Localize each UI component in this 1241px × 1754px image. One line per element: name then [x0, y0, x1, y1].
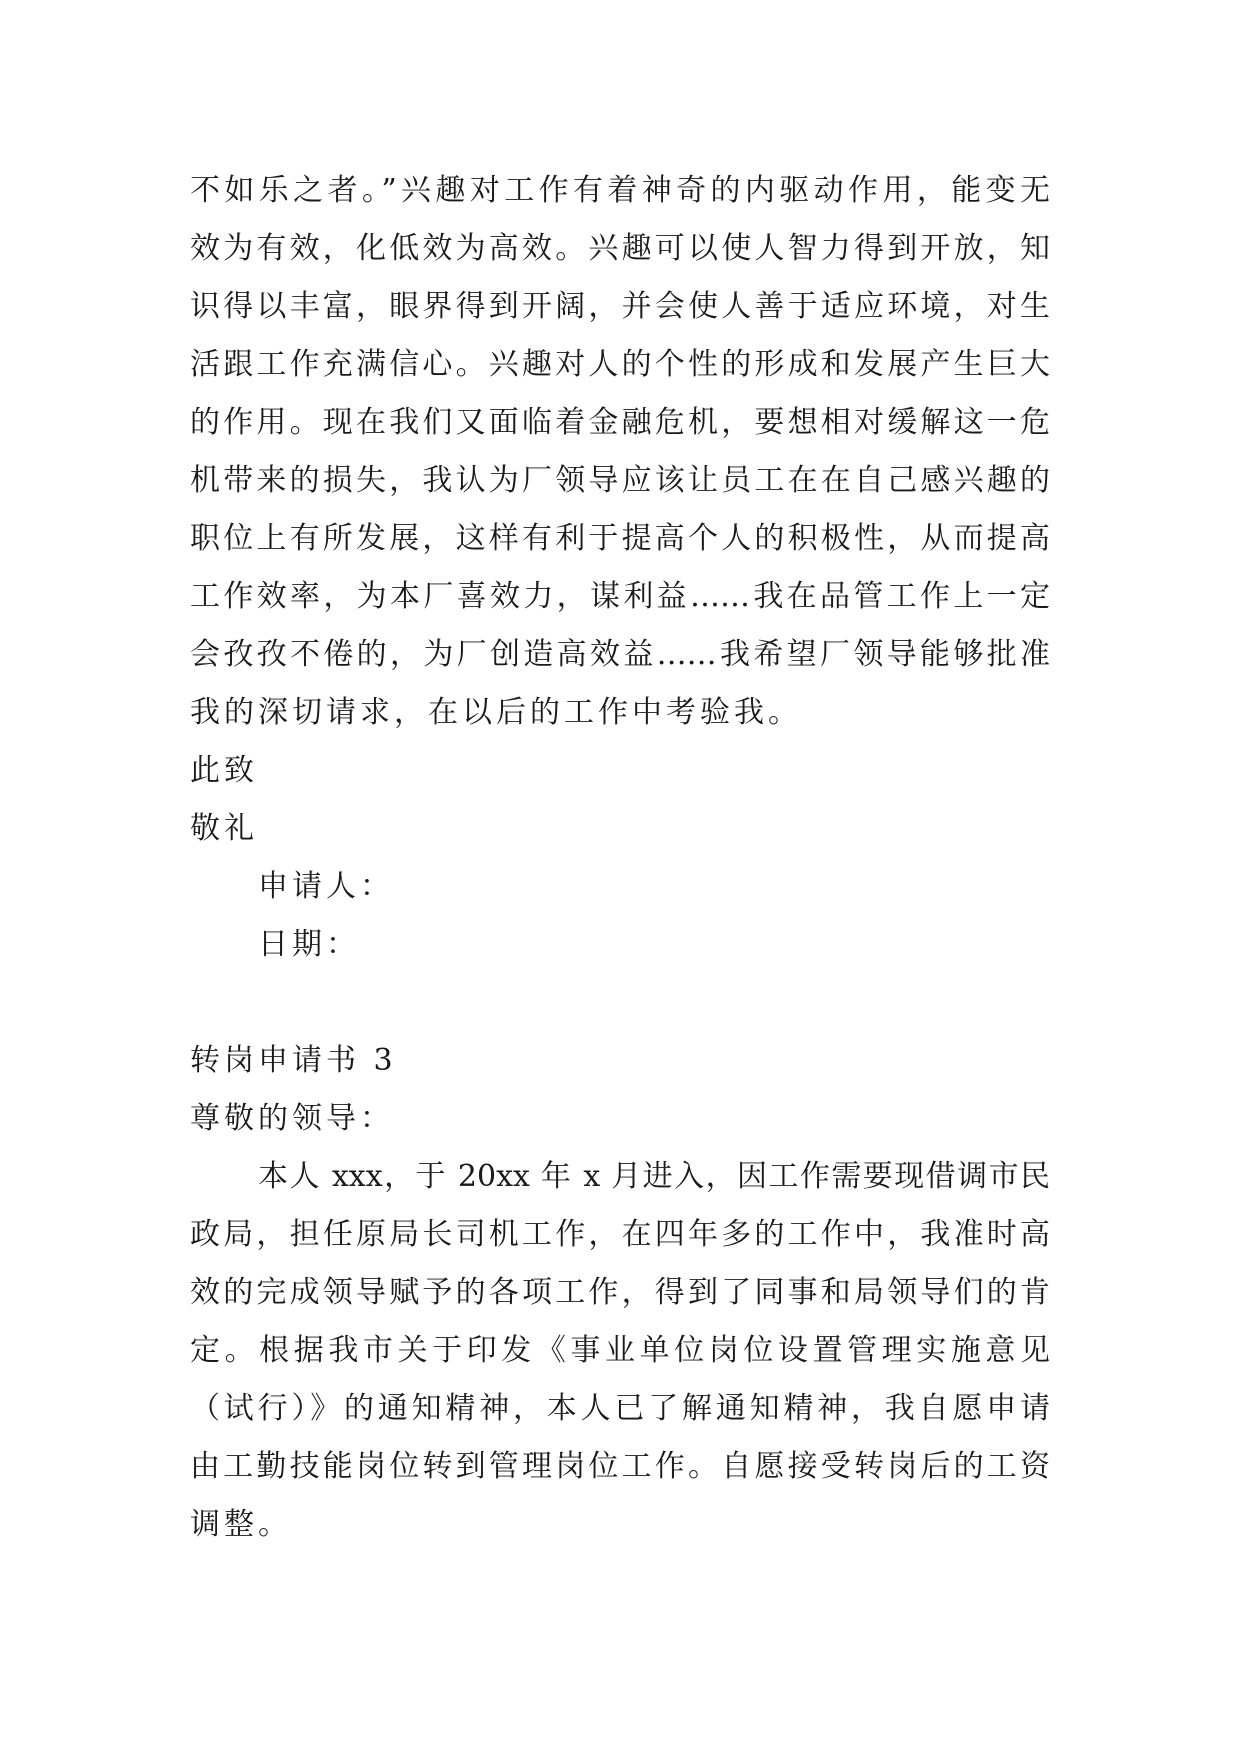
paragraph-line: 的作用。现在我们又面临着金融危机，要想相对缓解这一危 [190, 405, 1050, 440]
paragraph-line: 不如乐之者。”兴趣对工作有着神奇的内驱动作用，能变无 [190, 173, 1050, 208]
document-page [190, 162, 1050, 1554]
paragraph-line: 由工勤技能岗位转到管理岗位工作。自愿接受转岗后的工资 [190, 1449, 1050, 1484]
paragraph-line: 效为有效，化低效为高效。兴趣可以使人智力得到开放，知 [190, 231, 1050, 266]
paragraph-line: 调整。 [190, 1507, 292, 1542]
paragraph-line: 本人 xxx，于 20xx 年 x 月进入，因工作需要现借调市民 [258, 1159, 1050, 1194]
salutation: 尊敬的领导： [190, 1101, 394, 1136]
closing-greeting: 此致 [190, 753, 258, 788]
paragraph-line: 识得以丰富，眼界得到开阔，并会使人善于适应环境，对生 [190, 289, 1050, 324]
paragraph-line: 活跟工作充满信心。兴趣对人的个性的形成和发展产生巨大 [190, 347, 1050, 382]
paragraph-line: 政局，担任原局长司机工作，在四年多的工作中，我准时高 [190, 1217, 1050, 1252]
paragraph-line: 会孜孜不倦的，为厂创造高效益……我希望厂领导能够批准 [190, 637, 1050, 672]
paragraph-line: （试行）》的通知精神，本人已了解通知精神，我自愿申请 [190, 1391, 1050, 1426]
section-title: 转岗申请书 3 [190, 1043, 397, 1078]
applicant-label: 申请人： [258, 869, 394, 904]
paragraph-line: 工作效率，为本厂喜效力，谋利益……我在品管工作上一定 [190, 579, 1050, 614]
paragraph-line: 职位上有所发展，这样有利于提高个人的积极性，从而提高 [190, 521, 1050, 556]
paragraph-line: 定。根据我市关于印发《事业单位岗位设置管理实施意见 [190, 1333, 1050, 1368]
paragraph-line: 机带来的损失，我认为厂领导应该让员工在在自己感兴趣的 [190, 463, 1050, 498]
paragraph-line: 我的深切请求，在以后的工作中考验我。 [190, 695, 802, 730]
closing-salute: 敬礼 [190, 811, 258, 846]
paragraph-line: 效的完成领导赋予的各项工作，得到了同事和局领导们的肯 [190, 1275, 1050, 1310]
spacer [190, 974, 1050, 1032]
date-label: 日期： [258, 927, 360, 962]
